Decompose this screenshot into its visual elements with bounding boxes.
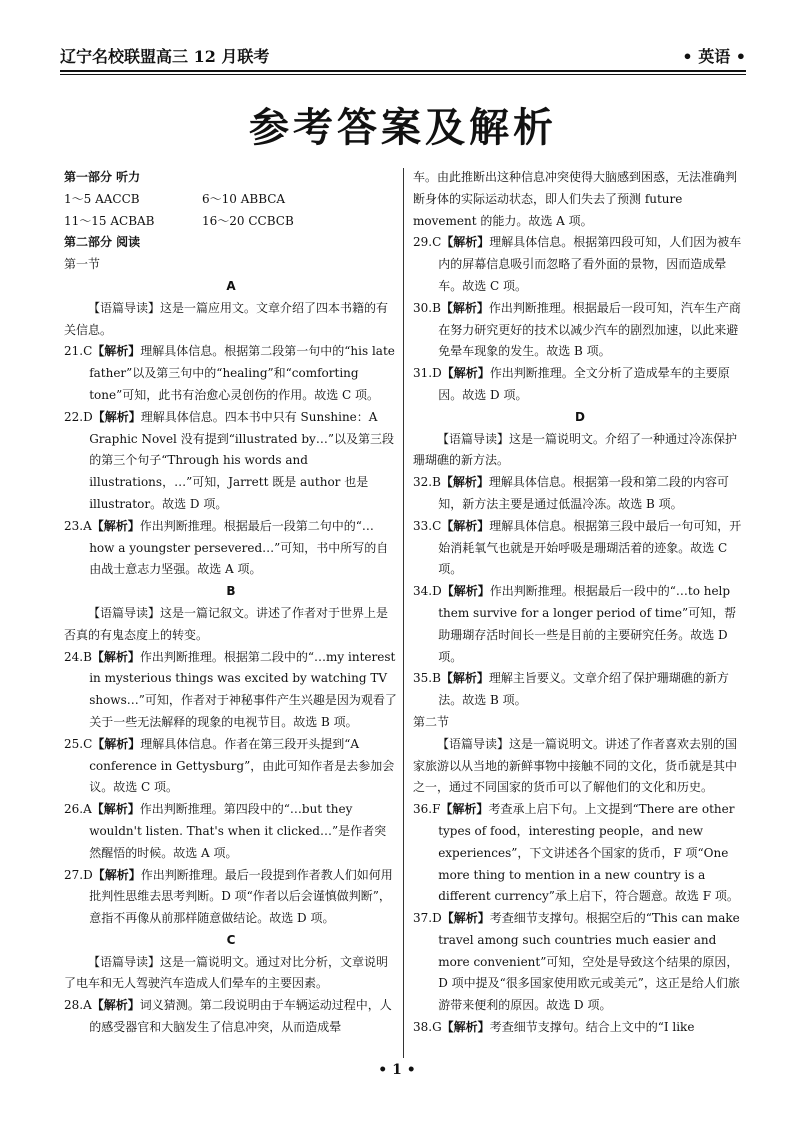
analysis-tag: 【解析】 — [91, 518, 140, 533]
question-answer: 22.D — [64, 409, 93, 424]
passage-letter: D — [575, 409, 585, 424]
question-answer: 38.G — [413, 1020, 442, 1035]
exam-name: 辽宁名校联盟高三 12 月联考 — [60, 47, 270, 66]
page-header — [60, 44, 746, 68]
answer-explanation — [413, 1017, 747, 1039]
analysis-tag: 【解析】 — [92, 344, 141, 359]
explanation-text: 作出判断推理。根据最后一段中的“…to help them survive for a longer period of time”可知，帮助珊瑚存活时间长一些是目前的主要研究任务。故选 D 项。 — [438, 584, 737, 664]
explanation-text: 词义猜测。第二段说明由于车辆运动过程中，人的感受器官和大脑发生了信息冲突，从而造成晕 — [89, 998, 392, 1035]
analysis-tag: 【解析】 — [440, 802, 489, 817]
answer-explanation — [64, 865, 398, 930]
answer-explanation — [413, 363, 747, 407]
question-answer: 28.A — [64, 998, 92, 1013]
passage-guide: 【语篇导读】这是一篇说明文。通过对比分析，文章说明了电车和无人驾驶汽车造成人们晕车的主要因素。 — [64, 954, 389, 991]
explanation-text: 理解具体信息。根据第一段和第二段的内容可知，新方法主要是通过低温冷冻。故选 B 项。 — [438, 475, 729, 511]
passage-guide: 【语篇导读】这是一篇说明文。介绍了一种通过冷冻保护珊瑚礁的新方法。 — [413, 431, 738, 468]
analysis-tag: 【解析】 — [441, 584, 490, 599]
answer-explanation — [413, 668, 747, 712]
answer-range: 6～10 ABBCA — [202, 191, 286, 206]
answer-range: 11～15 ACBAB — [64, 213, 155, 228]
explanation-text: 理解具体信息。根据第三段中最后一句可知，开始消耗氧气也就是开始呼吸是珊瑚活着的迹象。故选 C 项。 — [438, 518, 742, 577]
answer-explanation — [413, 908, 747, 1017]
analysis-tag: 【解析】 — [92, 736, 141, 751]
listening-answers — [64, 189, 398, 211]
question-answer: 35.B — [413, 671, 441, 686]
analysis-tag: 【解析】 — [91, 802, 140, 817]
question-answer: 25.C — [64, 736, 93, 751]
question-answer: 37.D — [413, 911, 442, 926]
explanation-text: 理解具体信息。根据第四段可知，人们因为被车内的屏幕信息吸引而忽略了看外面的景物，因而造成晕车。故选 C 项。 — [438, 235, 742, 293]
listening-answers — [64, 211, 398, 233]
explanation-text: 理解具体信息。四本书中只有 Sunshine：A Graphic Novel 没有提到“illustrated by…”以及第三段的第三个句子“Through his words and illustrations，…”可知，Jarrett 既是 author 也是 illustrator。故选 D 项。 — [89, 409, 394, 511]
answer-explanation — [64, 407, 398, 516]
analysis-tag: 【解析】 — [440, 300, 489, 315]
explanation-text: 考查细节支撑句。结合上文中的“I like — [489, 1020, 695, 1035]
explanation-text: 作出判断推理。全文分析了造成晕车的主要原因。故选 D 项。 — [438, 366, 730, 402]
question-answer: 30.B — [413, 300, 441, 315]
analysis-tag: 【解析】 — [441, 1020, 490, 1035]
question-answer: 32.B — [413, 475, 441, 490]
passage-guide: 【语篇导读】这是一篇记叙文。讲述了作者对于世界上是否真的有鬼态度上的转变。 — [64, 605, 389, 642]
answer-explanation — [413, 298, 747, 363]
answer-explanation — [64, 516, 398, 581]
column-divider — [403, 168, 404, 1058]
page-title: 参考答案及解析 — [249, 105, 557, 151]
explanation-text: 理解具体信息。作者在第三段开头提到“A conference in Gettysburg”，由此可知作者是去参加会议。故选 C 项。 — [89, 736, 395, 795]
answer-explanation — [413, 581, 747, 668]
passage-letter: C — [226, 932, 236, 947]
analysis-tag: 【解析】 — [440, 475, 489, 490]
answer-explanation — [64, 995, 398, 1039]
question-answer: 33.C — [413, 518, 442, 533]
answer-explanation — [413, 799, 747, 908]
section-heading: 第一部分 听力 — [64, 170, 141, 184]
question-answer: 21.C — [64, 344, 93, 359]
answer-explanation — [64, 734, 398, 799]
question-answer: 23.A — [64, 518, 92, 533]
passage-letter: A — [226, 278, 236, 293]
explanation-text: 作出判断推理。第四段中的“…but they wouldn't listen. That's when it clicked…”是作者突然醒悟的时候。故选 A 项。 — [89, 802, 387, 860]
answer-range: 16～20 CCBCB — [202, 213, 294, 228]
question-answer: 24.B — [64, 649, 92, 664]
subject-label: • 英语 • — [682, 47, 746, 66]
answer-explanation — [64, 647, 398, 734]
answer-explanation — [64, 341, 398, 406]
analysis-tag: 【解析】 — [92, 409, 141, 424]
right-column — [413, 167, 747, 1039]
question-answer: 36.F — [413, 802, 441, 817]
header-rule — [60, 70, 746, 72]
explanation-text: 考查细节支撑句。根据空后的“This can make travel among such countries much easier and more convenient”可知，空处是导致这个结果的原因，D 项中提及“很多国家使用欧元或美元”，这正是给人们旅游带来便利的原因。故选 D 项。 — [438, 911, 740, 1013]
analysis-tag: 【解析】 — [441, 518, 490, 533]
analysis-tag: 【解析】 — [441, 366, 490, 381]
header-rule-thin — [60, 74, 746, 75]
continued-text: 车。由此推断出这种信息冲突使得大脑感到困惑，无法准确判断身体的实际运动状态，即人们失去了预测 future movement 的能力。故选 A 项。 — [413, 170, 738, 228]
passage-guide: 【语篇导读】这是一篇应用文。文章介绍了四本书籍的有关信息。 — [64, 300, 389, 337]
analysis-tag: 【解析】 — [440, 671, 489, 686]
subsection-label: 第一节 — [64, 257, 101, 272]
explanation-text: 理解具体信息。根据第二段第一句中的“his late father”以及第三句中的“healing”和“comforting tone”可知，此书有治愈心灵创伤的作用。故选 C 项。 — [89, 344, 395, 402]
analysis-tag: 【解析】 — [441, 235, 490, 250]
subsection-label: 第二节 — [413, 714, 450, 729]
question-answer: 31.D — [413, 366, 442, 381]
question-answer: 34.D — [413, 584, 442, 599]
answer-explanation — [64, 799, 398, 864]
question-answer: 26.A — [64, 802, 92, 817]
answer-explanation — [413, 472, 747, 516]
answer-range: 1～5 AACCB — [64, 191, 140, 206]
question-answer: 27.D — [64, 867, 93, 882]
explanation-text: 理解主旨要义。文章介绍了保护珊瑚礁的新方法。故选 B 项。 — [438, 671, 729, 708]
passage-letter: B — [226, 584, 236, 599]
left-column — [64, 167, 398, 1039]
passage-guide: 【语篇导读】这是一篇说明文。讲述了作者喜欢去别的国家旅游以从当地的新鲜事物中接触不同的文化，货币就是其中之一，通过不同国家的货币可以了解他们的文化和历史。 — [413, 736, 738, 795]
section-heading: 第二部分 阅读 — [64, 235, 141, 250]
analysis-tag: 【解析】 — [441, 911, 490, 926]
answer-explanation — [413, 232, 747, 297]
analysis-tag: 【解析】 — [92, 867, 141, 882]
explanation-text: 作出判断推理。根据第二段中的“…my interest in mysterious things was excited by watching TV shows…”可知，作者对于神秘事件产生兴趣是因为观看了关于一些无法解释的现象的电视节目。故选 B 项。 — [89, 649, 397, 729]
analysis-tag: 【解析】 — [91, 998, 140, 1013]
page-number: • 1 • — [378, 1062, 416, 1078]
answer-explanation — [413, 516, 747, 581]
explanation-text: 作出判断推理。最后一段提到作者教人们如何用批判性思维去思考判断。D 项“作者以后会谨慎做判断”，意指不再像从前那样随意做结论。故选 D 项。 — [89, 867, 393, 926]
analysis-tag: 【解析】 — [91, 649, 140, 664]
question-answer: 29.C — [413, 235, 442, 250]
explanation-text: 作出判断推理。根据最后一段第二句中的“…how a youngster persevered…”可知，书中所写的自由战士意志力坚强。故选 A 项。 — [89, 518, 389, 577]
explanation-text: 考查承上启下句。上文提到“There are other types of food，interesting people，and new experiences”，下文讲述各个国家的货币，F 项“One more thing to mention in a new country is a different currency”承上启下，符合题意。故选 F 项。 — [438, 802, 739, 904]
explanation-text: 作出判断推理。根据最后一段可知，汽车生产商在努力研究更好的技术以减少汽车的剧烈加速，以此来避免晕车现象的发生。故选 B 项。 — [438, 300, 741, 359]
